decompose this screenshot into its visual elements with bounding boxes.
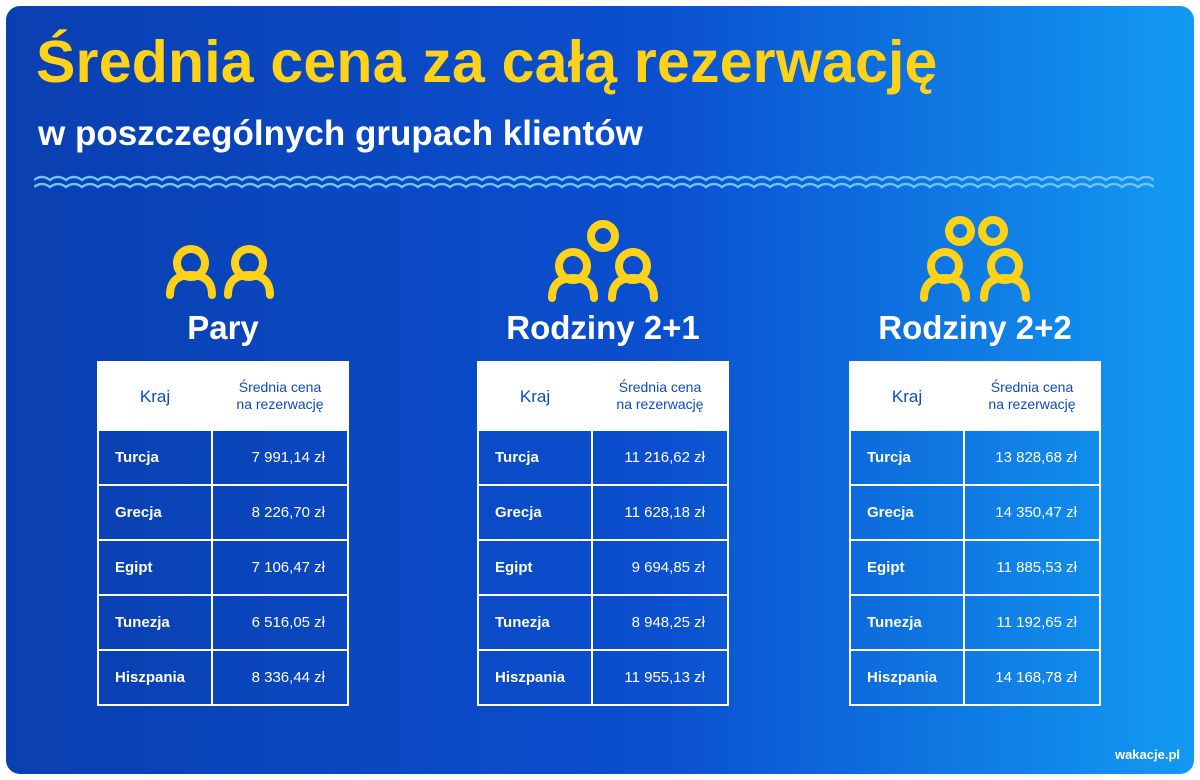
country-cell: Turcja: [850, 430, 964, 485]
country-cell: Hiszpania: [478, 650, 592, 705]
table-row: [478, 650, 728, 705]
table-row: [98, 430, 348, 485]
country-cell: Egipt: [850, 540, 964, 595]
group-title: Rodziny 2+1: [506, 309, 700, 346]
infographic-card: [6, 6, 1194, 774]
group-rodziny-2-1: [477, 211, 729, 686]
table-row: [98, 485, 348, 540]
price-cell: 7 991,14 zł: [212, 430, 348, 485]
header-price: Średnia cena na rezerwację: [212, 362, 348, 430]
price-cell: 8 948,25 zł: [592, 595, 728, 650]
country-cell: Tunezja: [478, 595, 592, 650]
group-pary: [97, 211, 349, 686]
price-cell: 11 955,13 zł: [592, 650, 728, 705]
country-cell: Grecja: [98, 485, 212, 540]
price-cell: 8 336,44 zł: [212, 650, 348, 705]
price-table: [97, 361, 349, 706]
country-cell: Egipt: [98, 540, 212, 595]
country-cell: Egipt: [478, 540, 592, 595]
country-cell: Hiszpania: [850, 650, 964, 705]
price-cell: 11 216,62 zł: [592, 430, 728, 485]
country-cell: Grecja: [850, 485, 964, 540]
price-cell: 7 106,47 zł: [212, 540, 348, 595]
header-price: Średnia cena na rezerwację: [964, 362, 1100, 430]
country-cell: Turcja: [98, 430, 212, 485]
header-country: Kraj: [478, 362, 592, 430]
two-people-icon: [153, 211, 293, 306]
group-title: Pary: [187, 309, 259, 346]
header-country: Kraj: [98, 362, 212, 430]
table-row: [478, 430, 728, 485]
price-cell: 6 516,05 zł: [212, 595, 348, 650]
price-cell: 13 828,68 zł: [964, 430, 1100, 485]
group-title: Rodziny 2+2: [878, 309, 1072, 346]
country-cell: Hiszpania: [98, 650, 212, 705]
country-cell: Tunezja: [850, 595, 964, 650]
price-cell: 14 350,47 zł: [964, 485, 1100, 540]
table-row: [850, 595, 1100, 650]
table-row: [98, 540, 348, 595]
table-row: [98, 595, 348, 650]
table-row: [478, 595, 728, 650]
brand-logo[interactable]: wakacje.pl: [1114, 747, 1180, 762]
table-row: [98, 650, 348, 705]
four-people-icon: [905, 211, 1045, 306]
group-rodziny-2-2: [849, 211, 1101, 686]
price-cell: 11 192,65 zł: [964, 595, 1100, 650]
price-table: [477, 361, 729, 706]
table-row: [850, 485, 1100, 540]
page-subtitle: w poszczególnych grupach klientów: [38, 114, 643, 153]
three-people-icon: [533, 211, 673, 306]
price-table: [849, 361, 1101, 706]
price-cell: 11 628,18 zł: [592, 485, 728, 540]
table-row: [850, 430, 1100, 485]
country-cell: Turcja: [478, 430, 592, 485]
price-cell: 14 168,78 zł: [964, 650, 1100, 705]
page-title: Średnia cena za całą rezerwację: [36, 29, 938, 95]
table-row: [478, 540, 728, 595]
price-cell: 9 694,85 zł: [592, 540, 728, 595]
table-row: [850, 650, 1100, 705]
country-cell: Grecja: [478, 485, 592, 540]
header-country: Kraj: [850, 362, 964, 430]
price-cell: 8 226,70 zł: [212, 485, 348, 540]
table-row: [850, 540, 1100, 595]
price-cell: 11 885,53 zł: [964, 540, 1100, 595]
table-row: [478, 485, 728, 540]
country-cell: Tunezja: [98, 595, 212, 650]
wave-divider: [34, 172, 1154, 190]
header-price: Średnia cena na rezerwację: [592, 362, 728, 430]
